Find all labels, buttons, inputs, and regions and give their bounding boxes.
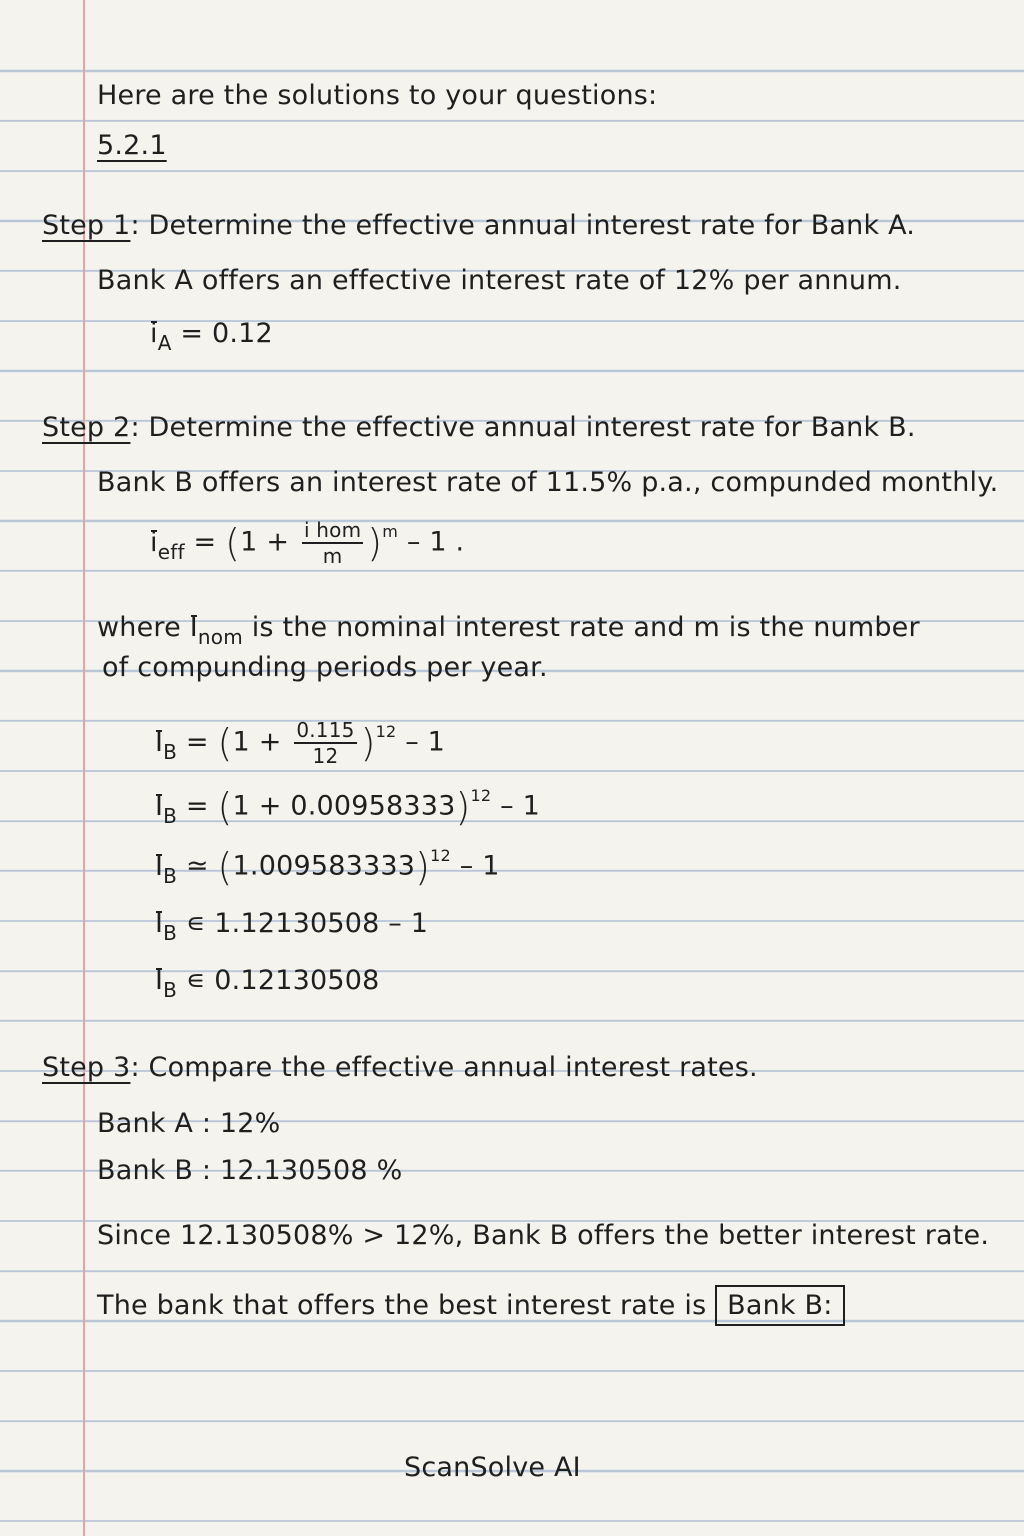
step2-heading [42,412,916,443]
calc-line-4 [155,908,429,945]
calc3-var: I [155,850,164,882]
footer-brand: ScanSolve AI [404,1452,581,1483]
calc4-rest: 1.12130508 – 1 [214,908,429,939]
step3-heading-text: : Compare the effective annual interest rates. [130,1052,758,1083]
calc3-tail: – 1 [459,850,500,882]
calc1-sub: B [163,739,178,764]
where-var-sub: nom [197,625,243,649]
calc1-exponent: 12 [375,721,397,741]
formula-var-sub: eff [157,539,185,564]
calc2-sub: B [163,803,178,828]
where-text-a: where [97,612,181,643]
formula-close-paren: ) [367,521,383,565]
calc2-var: I [155,790,164,822]
step1-equation [150,318,273,355]
step3-heading [42,1052,758,1083]
calc3-exponent: 12 [430,845,451,865]
step1-label: Step 1 [42,210,131,241]
where-var: I [189,612,198,643]
calc3-eq: ≃ [185,850,209,882]
calc1-open-paren: ( [217,721,233,765]
calc5-var: I [155,965,164,996]
calc1-denominator: 12 [312,744,339,768]
bank-b-rate: Bank B : 12.130508 % [97,1155,403,1186]
calc5-eq: ∊ [185,965,206,996]
calc1-close-paren: ) [360,721,376,765]
calc4-sub: B [163,921,178,945]
calc4-eq: ∊ [185,908,206,939]
formula-var: i [150,526,158,558]
calc2-tail: – 1 [500,790,540,822]
formula-one-plus: 1 + [240,526,290,558]
calc1-numerator: 0.115 [296,718,355,742]
final-answer-box: Bank B: [715,1285,844,1326]
calc1-var: I [155,726,164,758]
calc4-var: I [155,908,164,939]
where-line-2: of compunding periods per year. [102,652,548,683]
calc1-fraction [294,718,356,768]
calc-line-3 [155,845,500,889]
calc1-tail: – 1 [405,726,446,758]
comparison-text: Since 12.130508% > 12%, Bank B offers the better interest rate. [97,1220,990,1251]
formula-denominator: m [322,544,343,568]
formula-eq: = [193,526,217,558]
calc-line-5 [155,965,380,1002]
step1-equation-rhs: = 0.12 [180,318,273,349]
formula-exponent: m [382,521,399,541]
formula-open-paren: ( [225,521,241,565]
calc2-inner: 1 + 0.00958333 [232,790,456,822]
calc2-eq: = [185,790,209,822]
intro-text: Here are the solutions to your questions: [97,80,658,111]
step1-line: Bank A offers an effective interest rate of 12% per annum. [97,265,902,296]
step2-label: Step 2 [42,412,131,443]
calc3-inner: 1.009583333 [232,850,416,882]
bank-a-rate: Bank A : 12% [97,1108,281,1139]
formula-fraction [302,518,363,568]
calc2-exponent: 12 [470,785,492,805]
formula-numerator: i hom [303,518,362,542]
step2-line: Bank B offers an interest rate of 11.5% p.a., compunded monthly. [97,467,999,498]
calc3-close-paren: ) [415,845,431,889]
calc2-open-paren: ( [217,785,233,829]
calc1-one-plus: 1 + [232,726,282,758]
where-line-1 [97,612,920,649]
calc1-eq: = [185,726,209,758]
where-text-b: is the nominal interest rate and m is the number [251,612,920,643]
step2-heading-text: : Determine the effective annual interest rate for Bank B. [130,412,916,443]
step1-heading [42,210,915,241]
question-number: 5.2.1 [97,130,167,161]
step1-var-sub: A [157,331,172,355]
calc2-close-paren: ) [455,785,471,829]
formula-tail: – 1 . [406,526,465,558]
calc-line-1 [155,718,445,768]
step1-var: i [150,318,158,349]
calc5-rest: 0.12130508 [214,965,380,996]
calc5-sub: B [163,978,178,1002]
effective-rate-formula [150,518,464,568]
calc3-open-paren: ( [217,845,233,889]
calc-line-2 [155,785,540,829]
step3-label: Step 3 [42,1052,131,1083]
conclusion-text: The bank that offers the best interest rate is [97,1290,707,1321]
step1-heading-text: : Determine the effective annual interest rate for Bank A. [130,210,916,241]
conclusion-line [97,1285,845,1326]
calc3-sub: B [163,863,178,888]
